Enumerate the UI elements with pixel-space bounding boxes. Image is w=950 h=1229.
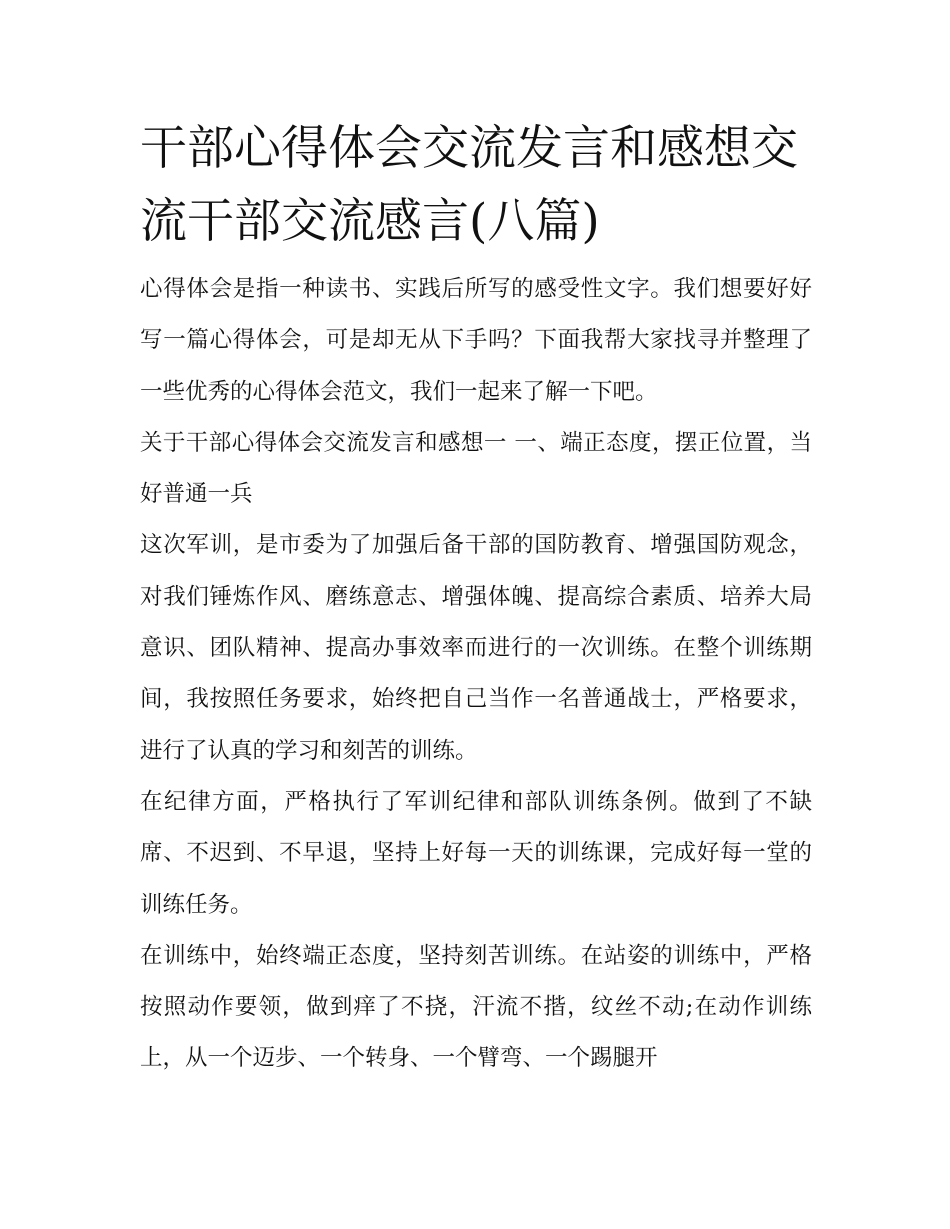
paragraph-training: 这次军训，是市委为了加强后备干部的国防教育、增强国防观念，对我们锤炼作风、磨练意志、增强体魄、提高综合素质、培养大局意识、团队精神、提高办事效率而进行的一次训练。在整个训练期间，我按照任务要求，始终把自己当作一名普通战士，严格要求，进行了认真的学习和刻苦的训练。 (140, 532, 812, 764)
document-title: 干部心得体会交流发言和感想交流干部交流感言(八篇) (140, 121, 798, 249)
paragraph-attitude: 在训练中，始终端正态度，坚持刻苦训练。在站姿的训练中，严格按照动作要领，做到痒了不挠，汗流不揩，纹丝不动;在动作训练上，从一个迈步、一个转身、一个臂弯、一个踢腿开 (140, 942, 812, 1072)
paragraph-intro: 心得体会是指一种读书、实践后所写的感受性文字。我们想要好好写一篇心得体会，可是却无从下手吗？下面我帮大家找寻并整理了一些优秀的心得体会范文，我们一起来了解一下吧。 (140, 276, 812, 405)
document-content (140, 112, 812, 1085)
paragraph-discipline: 在纪律方面，严格执行了军训纪律和部队训练条例。做到了不缺席、不迟到、不早退，坚持上好每一天的训练课，完成好每一堂的训练任务。 (140, 788, 812, 918)
paragraph-section-heading: 关于干部心得体会交流发言和感想一 一、端正态度，摆正位置，当好普通一兵 (140, 429, 812, 508)
